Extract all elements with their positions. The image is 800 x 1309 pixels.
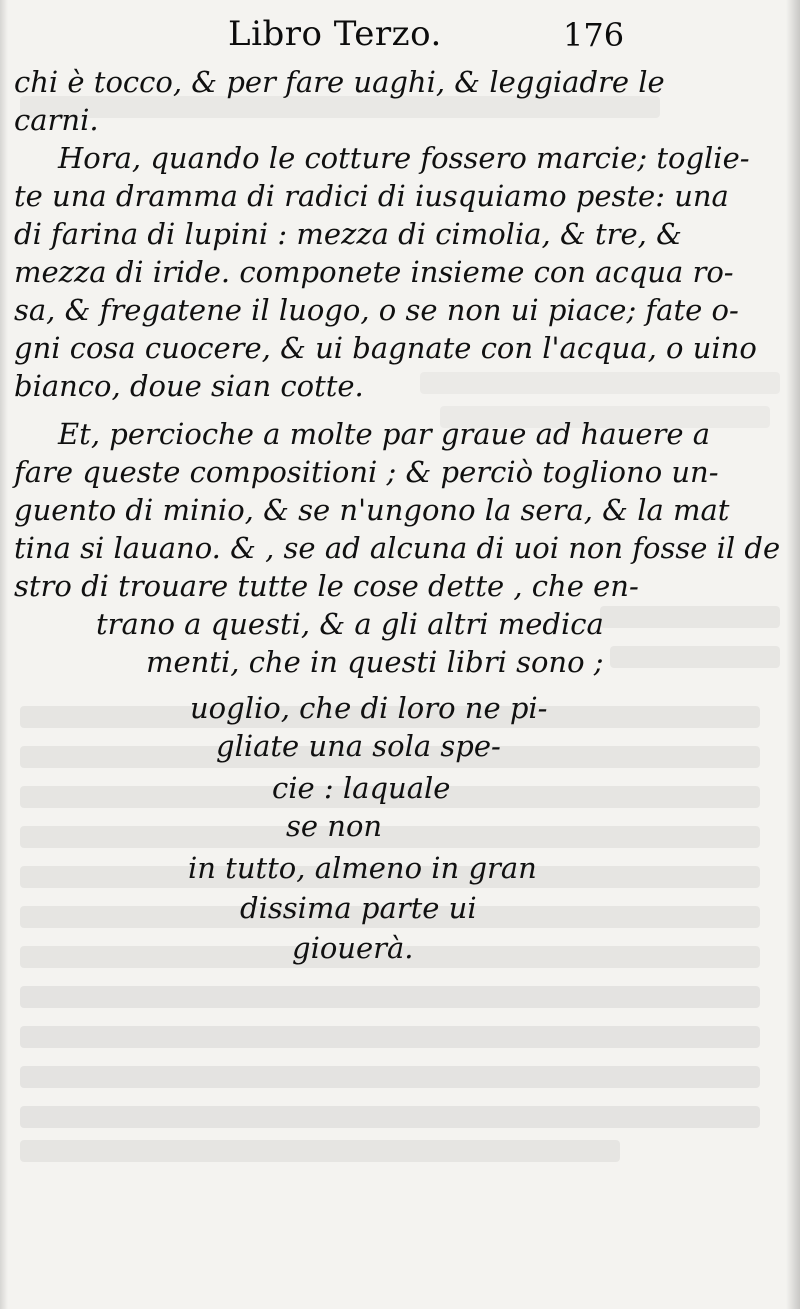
- text-line: se non: [286, 809, 383, 843]
- text-line: stro di trouare tutte le cose dette , che en-: [14, 569, 639, 603]
- text-line: dissima parte ui: [240, 891, 477, 925]
- text-line: gni cosa cuocere, & ui bagnate con l'acqua, o uino: [14, 331, 757, 365]
- text-line: Hora, quando le cotture fossero marcie; toglie-: [58, 141, 750, 175]
- text-line: carni.: [14, 103, 99, 137]
- text-line: Et, percioche a molte par graue ad hauere a: [58, 417, 711, 451]
- text-line: in tutto, almeno in gran: [188, 851, 537, 885]
- text-line: di farina di lupini : mezza di cimolia, & tre, &: [14, 217, 682, 251]
- text-line: te una dramma di radici di iusquiamo peste: una: [14, 179, 729, 213]
- running-title: Libro Terzo.: [228, 14, 442, 54]
- page-left-edge: [0, 0, 8, 1309]
- text-line: fare queste compositioni ; & perciò togliono un-: [14, 455, 719, 489]
- page-header: [0, 14, 800, 64]
- page-number: 176: [563, 16, 625, 54]
- text-line: sa, & fregatene il luogo, o se non ui piace; fate o-: [14, 293, 739, 327]
- text-line: bianco, doue sian cotte.: [14, 369, 364, 403]
- text-line: giouerà.: [292, 931, 414, 965]
- text-line: mezza di iride. componete insieme con acqua ro-: [14, 255, 734, 289]
- text-line: guento di minio, & se n'ungono la sera, & la mat: [14, 493, 730, 527]
- text-line: trano a questi, & a gli altri medica: [96, 607, 604, 641]
- text-line: uoglio, che di loro ne pi-: [190, 691, 548, 725]
- page-right-edge: [786, 0, 800, 1309]
- text-line: cie : laquale: [272, 771, 451, 805]
- text-line: tina si lauano. & , se ad alcuna di uoi non fosse il de: [14, 531, 781, 565]
- text-line: chi è tocco, & per fare uaghi, & leggiadre le: [14, 65, 665, 99]
- text-line: gliate una sola spe-: [216, 729, 501, 763]
- text-line: menti, che in questi libri sono ;: [146, 645, 604, 679]
